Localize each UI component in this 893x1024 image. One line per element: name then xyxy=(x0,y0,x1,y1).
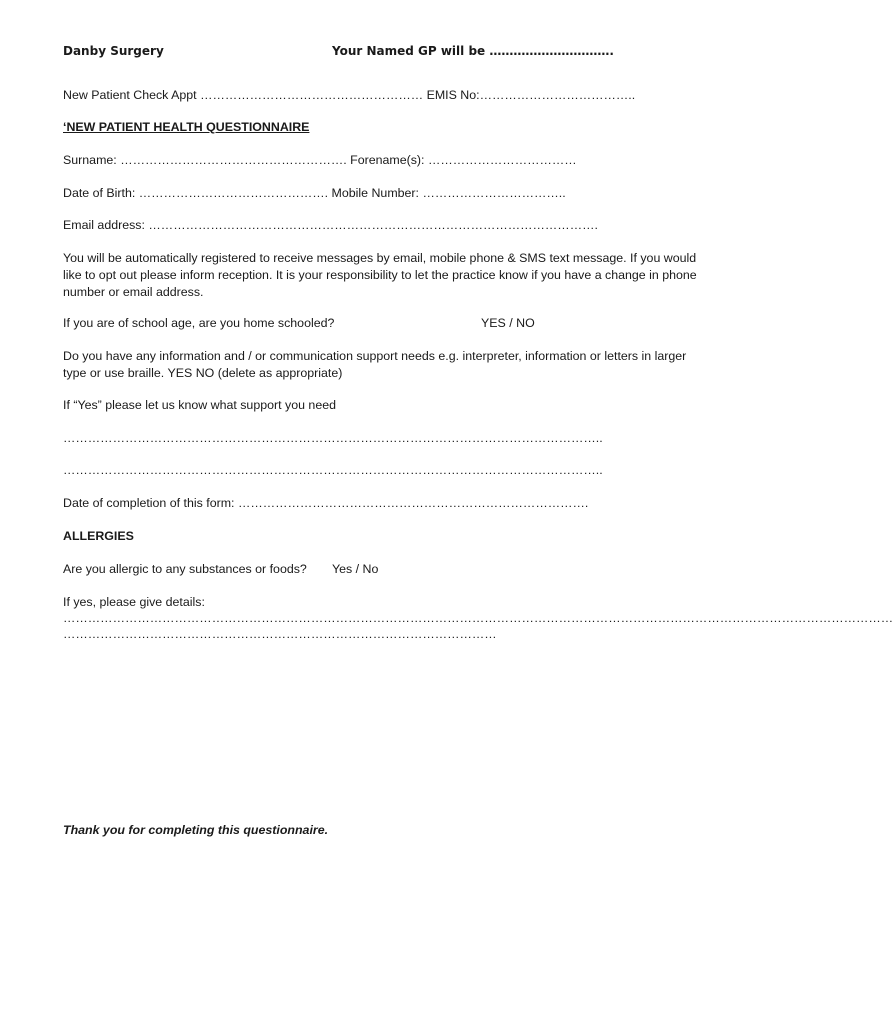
emis-label: EMIS No: xyxy=(426,88,480,102)
named-gp-field[interactable]: …………………………. xyxy=(489,44,614,58)
appt-line xyxy=(63,87,635,104)
surname-line xyxy=(63,152,577,169)
dob-label: Date of Birth: xyxy=(63,186,136,200)
allergy-details-field-1[interactable]: ………………………………………………………………………………………………………………………………………………………………………………… xyxy=(63,611,893,625)
appt-field[interactable]: ……………………………………………… xyxy=(200,88,424,102)
named-gp-label: Your Named GP will be xyxy=(332,44,486,58)
email-label: Email address: xyxy=(63,218,145,232)
appt-label: New Patient Check Appt xyxy=(63,88,197,102)
named-gp-line xyxy=(332,43,614,60)
allergy-options[interactable]: Yes / No xyxy=(332,562,379,576)
allergy-details-field-2[interactable]: …………………………………………………………………………………………… xyxy=(63,627,497,641)
support-field-1[interactable]: ………………………………………………………………………………………………………………….. xyxy=(63,431,603,445)
email-field[interactable]: ………………………………………………………………………………………………. xyxy=(148,218,598,232)
forename-field[interactable]: ……………………………… xyxy=(427,153,577,167)
forename-label: Forename(s): xyxy=(350,153,425,167)
email-line xyxy=(63,217,598,234)
completion-line xyxy=(63,495,588,512)
completion-field[interactable]: …………………………………………………………………………. xyxy=(237,496,589,510)
thank-you-note: Thank you for completing this questionnaire. xyxy=(63,823,329,837)
surname-label: Surname: xyxy=(63,153,117,167)
dob-field[interactable]: ………………………………………. xyxy=(138,186,329,200)
emis-field[interactable]: ……………………………….. xyxy=(479,88,636,102)
support-field-2[interactable]: ………………………………………………………………………………………………………………….. xyxy=(63,463,603,477)
mobile-label: Mobile Number: xyxy=(331,186,419,200)
practice-name: Danby Surgery xyxy=(63,44,164,58)
allergies-heading: ALLERGIES xyxy=(63,529,134,543)
support-question: Do you have any information and / or communication support needs e.g. interpreter, information or letters in larger type or use braille. YES NO (delete as appropriate) xyxy=(63,349,687,380)
mobile-field[interactable]: …………………………….. xyxy=(422,186,566,200)
school-question: If you are of school age, are you home schooled? xyxy=(63,316,335,330)
allergy-details-label: If yes, please give details: xyxy=(63,595,205,609)
school-options[interactable]: YES / NO xyxy=(481,316,535,330)
allergy-question: Are you allergic to any substances or foods? xyxy=(63,562,307,576)
support-followup: If “Yes” please let us know what support you need xyxy=(63,398,336,412)
surname-field[interactable]: ………………………………………………. xyxy=(120,153,347,167)
dob-line xyxy=(63,185,566,202)
form-title: ‘NEW PATIENT HEALTH QUESTIONNAIRE xyxy=(63,120,310,134)
completion-label: Date of completion of this form: xyxy=(63,496,235,510)
registration-note: You will be automatically registered to receive messages by email, mobile phone & SMS text message. If you would like to opt out please inform reception. It is your responsibility to let the practice know if you have a change in phone number or email address. xyxy=(63,251,697,299)
